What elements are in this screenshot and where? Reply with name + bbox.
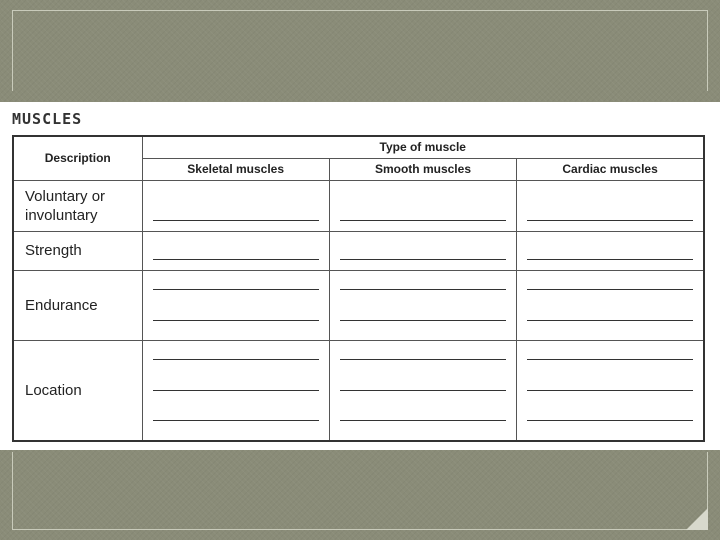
header-row-group [13, 136, 704, 158]
answer-line[interactable] [153, 390, 319, 391]
answer-line[interactable] [527, 259, 693, 260]
answer-line[interactable] [340, 289, 506, 290]
answer-cell[interactable] [142, 270, 329, 340]
answer-line[interactable] [340, 259, 506, 260]
table-row-voluntary [13, 180, 704, 231]
row-label-location: Location [13, 340, 142, 441]
answer-cell[interactable] [517, 231, 704, 270]
row-label-voluntary: Voluntary or involuntary [13, 180, 142, 231]
answer-line[interactable] [153, 420, 319, 421]
row-label-endurance: Endurance [13, 270, 142, 340]
row-label-strength: Strength [13, 231, 142, 270]
table-row-strength [13, 231, 704, 270]
answer-line[interactable] [527, 320, 693, 321]
answer-line[interactable] [527, 220, 693, 221]
answer-line[interactable] [527, 420, 693, 421]
answer-line[interactable] [153, 359, 319, 360]
muscle-comparison-table [12, 135, 705, 442]
worksheet-title: MUSCLES [12, 110, 83, 128]
table-row-endurance [13, 270, 704, 340]
answer-line[interactable] [527, 359, 693, 360]
answer-cell[interactable] [329, 270, 516, 340]
answer-line[interactable] [340, 320, 506, 321]
answer-line[interactable] [340, 420, 506, 421]
slide-corner-accent [686, 508, 708, 530]
answer-line[interactable] [340, 390, 506, 391]
slide-frame-bottom [12, 452, 708, 530]
answer-line[interactable] [340, 359, 506, 360]
answer-cell[interactable] [142, 180, 329, 231]
column-header-skeletal: Skeletal muscles [142, 158, 329, 180]
answer-line[interactable] [527, 289, 693, 290]
answer-cell[interactable] [329, 340, 516, 441]
answer-cell[interactable] [142, 231, 329, 270]
answer-line[interactable] [153, 289, 319, 290]
answer-cell[interactable] [142, 340, 329, 441]
type-of-muscle-header: Type of muscle [142, 136, 704, 158]
slide-frame-top [12, 10, 708, 91]
answer-line[interactable] [340, 220, 506, 221]
answer-cell[interactable] [517, 180, 704, 231]
answer-cell[interactable] [517, 270, 704, 340]
worksheet-panel [0, 102, 720, 450]
table-row-location [13, 340, 704, 441]
answer-line[interactable] [153, 259, 319, 260]
answer-cell[interactable] [329, 180, 516, 231]
answer-line[interactable] [153, 320, 319, 321]
answer-cell[interactable] [517, 340, 704, 441]
description-header: Description [13, 136, 142, 180]
answer-line[interactable] [527, 390, 693, 391]
answer-line[interactable] [153, 220, 319, 221]
column-header-smooth: Smooth muscles [329, 158, 516, 180]
column-header-cardiac: Cardiac muscles [517, 158, 704, 180]
answer-cell[interactable] [329, 231, 516, 270]
